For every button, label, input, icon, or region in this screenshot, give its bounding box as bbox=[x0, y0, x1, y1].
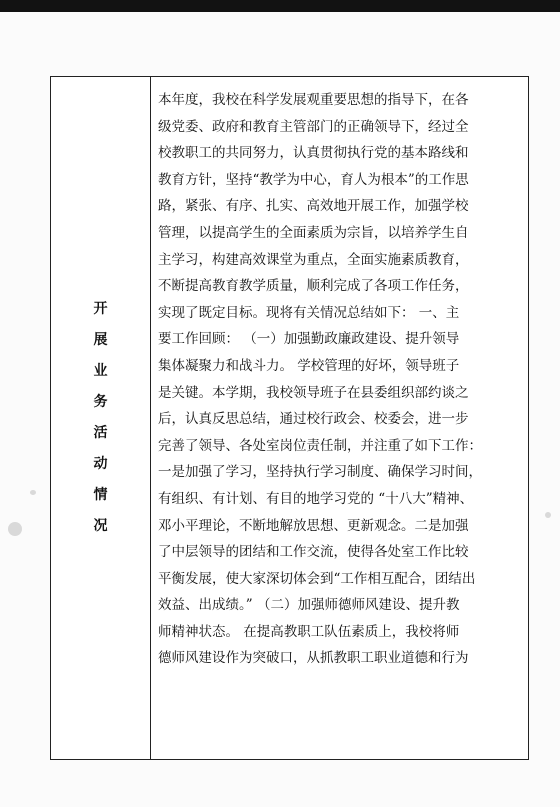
section-content-cell bbox=[151, 77, 528, 759]
content-line: 了中层领导的团结和工作交流，使得各处室工作比较 bbox=[158, 544, 469, 561]
content-line: 管理，以提高学生的全面素质为宗旨，以培养学生自 bbox=[158, 224, 469, 241]
section-label-char: 务 bbox=[93, 394, 108, 410]
content-line: 师精神状态。 在提高教职工队伍素质上，我校将师 bbox=[158, 623, 460, 640]
content-line: 级党委、政府和教育主管部门的正确领导下，经过全 bbox=[158, 118, 469, 135]
content-line: 校教职工的共同努力，认真贯彻执行党的基本路线和 bbox=[158, 145, 469, 162]
section-label-char: 业 bbox=[93, 363, 108, 379]
section-label-char: 况 bbox=[93, 518, 108, 534]
content-line: 德师风建设作为突破口，从抓教职工职业道德和行为 bbox=[158, 650, 469, 667]
section-label-char: 动 bbox=[93, 456, 108, 472]
content-line: 效益、出成绩。” （二）加强师德师风建设、提升教 bbox=[158, 597, 460, 614]
content-line: 路，紧张、有序、扎实、高效地开展工作，加强学校 bbox=[158, 198, 469, 215]
content-line: 本年度，我校在科学发展观重要思想的指导下，在各 bbox=[158, 92, 469, 108]
section-label bbox=[94, 294, 108, 542]
scan-top-edge bbox=[0, 0, 560, 12]
content-line: 主学习，构建高效课堂为重点，全面实施素质教育， bbox=[158, 251, 469, 268]
section-label-char: 开 bbox=[93, 301, 108, 317]
section-label-char: 活 bbox=[93, 425, 108, 441]
document-page bbox=[0, 12, 560, 807]
content-line: 集体凝聚力和战斗力。 学校管理的好坏，领导班子 bbox=[158, 357, 460, 374]
content-line: 不断提高教育教学质量，顺利完成了各项工作任务， bbox=[158, 278, 469, 295]
section-label-char: 情 bbox=[93, 487, 108, 503]
content-line: 实现了既定目标。现将有关情况总结如下： 一、主 bbox=[158, 304, 460, 321]
content-line: 是关键。本学期，我校领导班子在县委组织部约谈之 bbox=[158, 384, 469, 401]
content-line: 后，认真反思总结，通过校行政会、校委会，进一步 bbox=[158, 411, 469, 428]
content-line: 要工作回顾： （一）加强勤政廉政建设、提升领导 bbox=[158, 331, 460, 348]
scan-speck bbox=[8, 522, 22, 536]
content-line: 有组织、有计划、有目的地学习党的 “十八大”精神、 bbox=[158, 490, 474, 507]
section-label-char: 展 bbox=[93, 332, 108, 348]
content-line: 教育方针，坚持“教学为中心，育人为根本”的工作思 bbox=[158, 171, 469, 188]
section-label-cell bbox=[51, 77, 151, 759]
content-line: 完善了领导、各处室岗位责任制，并注重了如下工作： bbox=[158, 437, 482, 454]
scan-speck bbox=[545, 512, 551, 518]
report-table bbox=[50, 76, 529, 760]
content-line: 邓小平理论，不断地解放思想、更新观念。二是加强 bbox=[158, 517, 469, 534]
scan-speck bbox=[30, 490, 36, 495]
content-line: 一是加强了学习，坚持执行学习制度、确保学习时间， bbox=[158, 464, 482, 481]
content-line: 平衡发展，使大家深切体会到“工作相互配合，团结出 bbox=[158, 570, 476, 587]
